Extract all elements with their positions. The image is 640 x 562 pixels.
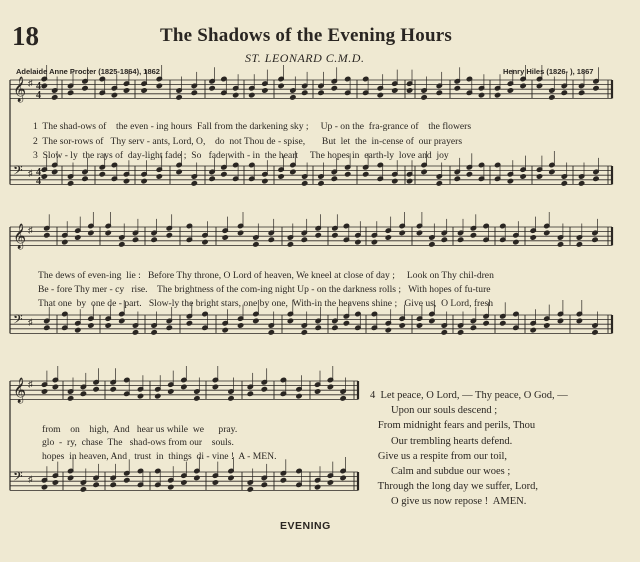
notehead xyxy=(557,242,563,247)
notehead xyxy=(592,237,598,242)
verse4-line: Through the long day we suffer, Lord, xyxy=(370,481,539,493)
notehead xyxy=(557,318,563,323)
notehead xyxy=(278,174,284,179)
time-signature-icon: 4 xyxy=(36,90,41,101)
notehead xyxy=(280,478,286,483)
notehead xyxy=(441,330,447,335)
notehead xyxy=(247,391,253,396)
notehead xyxy=(315,325,321,330)
notehead xyxy=(530,327,536,332)
system1-lyric-1: 1 The shad-ows of the even - ing hours Fall from the darkening sky ; Up - on the fra-grance of the flowers xyxy=(33,121,472,132)
notehead xyxy=(166,233,172,238)
notehead xyxy=(470,325,476,330)
notehead xyxy=(181,480,187,485)
notehead xyxy=(287,242,293,247)
notehead xyxy=(296,393,302,398)
notehead xyxy=(327,384,333,389)
notehead xyxy=(68,475,74,480)
notehead xyxy=(249,92,255,97)
notehead xyxy=(332,233,338,238)
notehead xyxy=(549,169,555,174)
notehead xyxy=(93,387,99,392)
notehead xyxy=(105,323,111,328)
notehead xyxy=(318,90,324,95)
notehead xyxy=(75,327,81,332)
notehead xyxy=(80,487,86,492)
notehead xyxy=(268,237,274,242)
notehead xyxy=(222,235,228,240)
tune-name: ST. LEONARD C.M.D. xyxy=(245,51,365,65)
notehead xyxy=(68,396,74,401)
notehead xyxy=(436,90,442,95)
system3-lyric-2: glo - ry, chase The shad-ows from our souls. xyxy=(42,437,234,448)
notehead xyxy=(302,181,308,186)
notehead xyxy=(228,396,234,401)
notehead xyxy=(212,384,218,389)
notehead xyxy=(385,327,391,332)
notehead xyxy=(363,172,369,177)
notehead xyxy=(156,174,162,179)
notehead xyxy=(520,83,526,88)
notehead xyxy=(327,480,333,485)
key-signature-sharp-icon: ♯ xyxy=(28,225,33,235)
notehead xyxy=(119,242,125,247)
notehead xyxy=(392,88,398,93)
verse4-line: O give us now repose ! AMEN. xyxy=(370,496,527,508)
notehead xyxy=(576,318,582,323)
notehead xyxy=(421,95,427,100)
notehead xyxy=(132,237,138,242)
notehead xyxy=(80,391,86,396)
notehead xyxy=(262,88,268,93)
notehead xyxy=(44,325,50,330)
notehead xyxy=(52,480,58,485)
notehead xyxy=(466,172,472,177)
notehead xyxy=(209,86,215,91)
notehead xyxy=(228,475,234,480)
notehead xyxy=(99,172,105,177)
notehead xyxy=(371,239,377,244)
bass-clef-icon: 𝄢 xyxy=(13,312,23,330)
notehead xyxy=(41,83,47,88)
notehead xyxy=(52,384,58,389)
notehead xyxy=(287,318,293,323)
verse4-line: 4 Let peace, O Lord, — Thy peace, O God, — xyxy=(370,390,568,401)
notehead xyxy=(62,239,68,244)
notehead xyxy=(421,169,427,174)
notehead xyxy=(429,318,435,323)
verse4-line: Give us a respite from our toil, xyxy=(370,450,508,462)
notehead xyxy=(253,318,259,323)
notehead xyxy=(436,181,442,186)
notehead xyxy=(332,325,338,330)
notehead xyxy=(500,321,506,326)
time-signature-icon: 4 xyxy=(36,167,41,178)
notehead xyxy=(544,323,550,328)
notehead xyxy=(343,321,349,326)
notehead xyxy=(576,242,582,247)
notehead xyxy=(441,237,447,242)
notehead xyxy=(593,86,599,91)
key-signature-sharp-icon: ♯ xyxy=(28,317,33,327)
system1-lyric-3: 3 Slow - ly the rays of day-light fade ; So fade with - in the heart The hopes in earth-ly love and joy xyxy=(33,150,449,161)
notehead xyxy=(141,178,147,183)
notehead xyxy=(416,230,422,235)
notehead xyxy=(416,323,422,328)
notehead xyxy=(110,387,116,392)
notehead xyxy=(593,176,599,181)
notehead xyxy=(407,88,413,93)
verse4-line: Our trembling hearts defend. xyxy=(370,435,513,447)
time-signature-icon: 4 xyxy=(36,176,41,187)
notehead xyxy=(399,323,405,328)
notehead xyxy=(238,323,244,328)
notehead xyxy=(458,237,464,242)
notehead xyxy=(44,233,50,238)
notehead xyxy=(105,230,111,235)
verse-4 xyxy=(370,388,568,510)
notehead xyxy=(222,327,228,332)
notehead xyxy=(331,176,337,181)
notehead xyxy=(495,92,501,97)
notehead xyxy=(124,478,130,483)
notehead xyxy=(592,330,598,335)
notehead xyxy=(261,387,267,392)
treble-clef-icon: 𝄞 xyxy=(13,77,27,102)
notehead xyxy=(166,325,172,330)
notehead xyxy=(454,176,460,181)
notehead xyxy=(454,86,460,91)
notehead xyxy=(137,393,143,398)
system3-lyric-3: hopes in heaven, And trust in things di - vine ! A - MEN. xyxy=(42,451,277,462)
notehead xyxy=(132,330,138,335)
notehead xyxy=(123,178,129,183)
notehead xyxy=(168,389,174,394)
notehead xyxy=(315,233,321,238)
notehead xyxy=(549,95,555,100)
notehead xyxy=(93,482,99,487)
notehead xyxy=(110,482,116,487)
notehead xyxy=(261,482,267,487)
notehead xyxy=(155,393,161,398)
notehead xyxy=(221,172,227,177)
notehead xyxy=(212,480,218,485)
system2-lyric-1: The dews of even-ing lie : Before Thy throne, O Lord of heaven, We kneel at close of day ; Look on Thy chil-dren xyxy=(38,270,494,281)
notehead xyxy=(579,90,585,95)
notehead xyxy=(233,92,239,97)
verse4-line: Upon our souls descend ; xyxy=(370,405,498,417)
notehead xyxy=(385,235,391,240)
notehead xyxy=(301,330,307,335)
notehead xyxy=(345,172,351,177)
notehead xyxy=(290,95,296,100)
notehead xyxy=(176,169,182,174)
notehead xyxy=(290,169,296,174)
notehead xyxy=(470,233,476,238)
notehead xyxy=(483,321,489,326)
notehead xyxy=(561,90,567,95)
notehead xyxy=(41,174,47,179)
notehead xyxy=(507,88,513,93)
notehead xyxy=(318,181,324,186)
notehead xyxy=(194,396,200,401)
notehead xyxy=(151,330,157,335)
notehead xyxy=(536,83,542,88)
notehead xyxy=(407,178,413,183)
notehead xyxy=(194,475,200,480)
notehead xyxy=(315,389,321,394)
bass-clef-icon: 𝄢 xyxy=(13,469,23,487)
system2-lyric-3: That one by one de - part. Slow-ly the bright stars, one by one, With-in the heavens shine ; Give us, O Lord, fresh xyxy=(38,298,494,309)
notehead xyxy=(458,330,464,335)
notehead xyxy=(392,178,398,183)
notehead xyxy=(111,92,117,97)
notehead xyxy=(544,230,550,235)
notehead xyxy=(530,235,536,240)
notehead xyxy=(355,239,361,244)
notehead xyxy=(41,484,47,489)
notehead xyxy=(520,174,526,179)
notehead xyxy=(123,88,129,93)
notehead xyxy=(377,92,383,97)
notehead xyxy=(168,484,174,489)
time-signature-icon: 4 xyxy=(36,81,41,92)
notehead xyxy=(536,174,542,179)
notehead xyxy=(209,176,215,181)
notehead xyxy=(191,90,197,95)
hymn-title: The Shadows of the Evening Hours xyxy=(160,25,452,46)
notehead xyxy=(262,178,268,183)
notehead xyxy=(186,321,192,326)
notehead xyxy=(68,181,74,186)
key-signature-sharp-icon: ♯ xyxy=(28,474,33,484)
notehead xyxy=(202,239,208,244)
notehead xyxy=(340,396,346,401)
notehead xyxy=(302,90,308,95)
notehead xyxy=(315,484,321,489)
system1-lyric-2: 2 The sor-rows of Thy serv - ants, Lord, O, do not Thou de - spise, But let the in-cense of our prayers xyxy=(33,136,463,147)
notehead xyxy=(331,86,337,91)
notehead xyxy=(399,230,405,235)
key-signature-sharp-icon: ♯ xyxy=(28,379,33,389)
notehead xyxy=(151,237,157,242)
bass-clef-icon: 𝄢 xyxy=(13,163,23,181)
notehead xyxy=(340,475,346,480)
key-signature-sharp-icon: ♯ xyxy=(28,78,33,88)
notehead xyxy=(41,389,47,394)
notehead xyxy=(52,95,58,100)
key-signature-sharp-icon: ♯ xyxy=(28,168,33,178)
notehead xyxy=(88,230,94,235)
notehead xyxy=(579,181,585,186)
notehead xyxy=(238,230,244,235)
treble-clef-icon: 𝄞 xyxy=(13,224,27,249)
verse4-line: From midnight fears and perils, Thou xyxy=(370,420,536,432)
notehead xyxy=(478,92,484,97)
notehead xyxy=(82,176,88,181)
notehead xyxy=(52,169,58,174)
notehead xyxy=(119,318,125,323)
verse4-line: Calm and subdue our woes ; xyxy=(370,466,511,478)
system2-lyric-2: Be - fore Thy mer - cy rise. The brightness of the com-ing night Up - on the darkness rolls ; With hopes of fu-ture xyxy=(38,284,491,295)
notehead xyxy=(561,181,567,186)
system3-lyric-1: from on high, And hear us while we pray. xyxy=(42,424,238,435)
footer-evening: EVENING xyxy=(280,520,331,532)
notehead xyxy=(75,235,81,240)
notehead xyxy=(247,487,253,492)
notehead xyxy=(88,323,94,328)
notehead xyxy=(301,237,307,242)
notehead xyxy=(507,178,513,183)
notehead xyxy=(156,83,162,88)
notehead xyxy=(429,242,435,247)
treble-clef-icon: 𝄞 xyxy=(13,378,27,403)
notehead xyxy=(191,181,197,186)
notehead xyxy=(268,330,274,335)
notehead xyxy=(253,242,259,247)
notehead xyxy=(82,86,88,91)
notehead xyxy=(176,95,182,100)
notehead xyxy=(68,90,74,95)
notehead xyxy=(278,83,284,88)
notehead xyxy=(181,384,187,389)
notehead xyxy=(141,88,147,93)
notehead xyxy=(513,239,519,244)
words-credit: Adelaide Anne Procter (1825-1864), 1862 xyxy=(16,67,160,76)
hymn-number: 18 xyxy=(12,21,39,51)
music-credit: Henry Hiles (1826- ), 1867 xyxy=(503,67,594,76)
